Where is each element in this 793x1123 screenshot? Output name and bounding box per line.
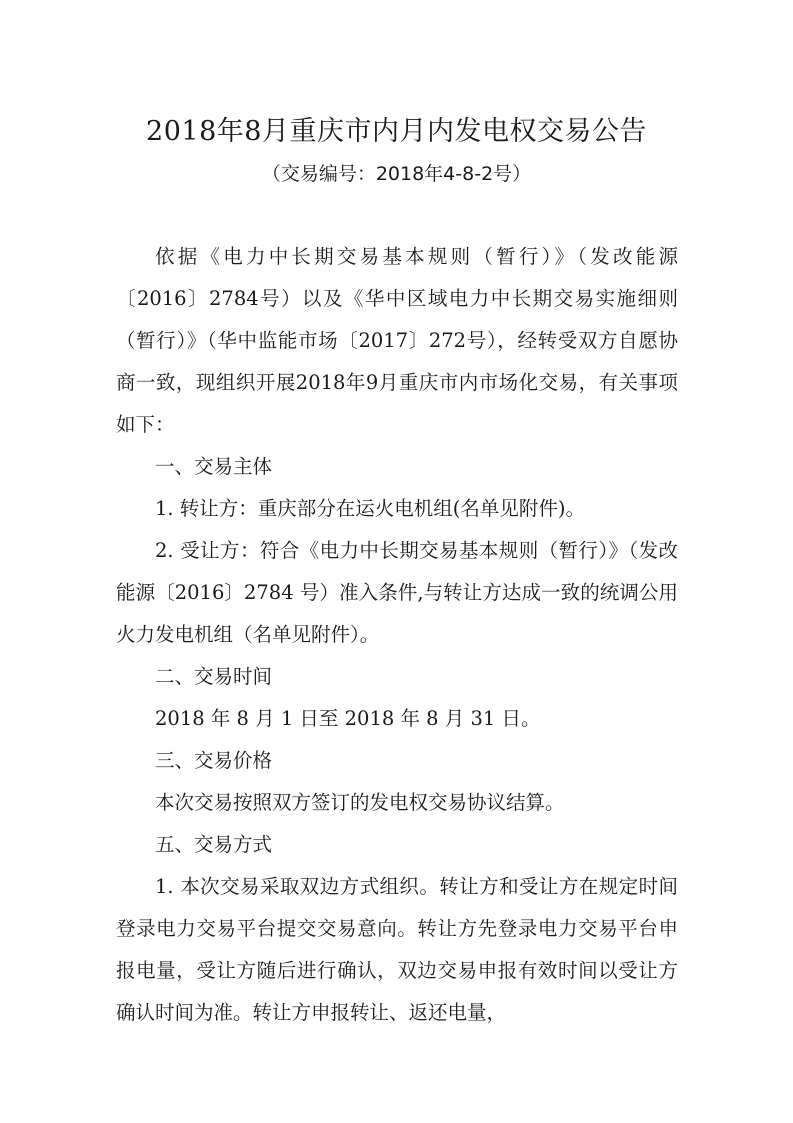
section-heading-trading-method: 五、交易方式 [155,833,273,856]
document-body [116,236,678,1034]
paragraph-transferor: 1. 转让方：重庆部分在运火电机组(名单见附件)。 [155,497,586,520]
document-title: 2018年8月重庆市内月内发电权交易公告 [146,116,647,147]
paragraph-trading-method: 1. 本次交易采取双边方式组织。转让方和受让方在规定时间登录电力交易平台提交交易意向。转让方先登录电力交易平台申报电量，受让方随后进行确认，双边交易申报有效时间以受让方确认时间为准。转让方申报转让、返还电量， [116,875,678,1024]
section-heading-trading-parties: 一、交易主体 [155,455,273,478]
section-heading-trading-price: 三、交易价格 [155,749,273,772]
paragraph-transferee: 2. 受让方：符合《电力中长期交易基本规则（暂行）》（发改能源〔2016〕2784 号）准入条件,与转让方达成一致的统调公用火力发电机组（名单见附件）。 [116,539,678,646]
document-subtitle: （交易编号：2018年4-8-2号） [261,163,532,185]
paragraph-price-settlement: 本次交易按照双方签订的发电权交易协议结算。 [155,791,565,814]
section-heading-trading-time: 二、交易时间 [155,665,273,688]
paragraph-basis: 依据《电力中长期交易基本规则（暂行）》（发改能源〔2016〕2784号）以及《华中区域电力中长期交易实施细则（暂行）》（华中监能市场〔2017〕272号），经转受双方自愿协商一致，现组织开展2018年9月重庆市内市场化交易，有关事项如下： [116,245,678,436]
paragraph-trading-period: 2018 年 8 月 1 日至 2018 年 8 月 31 日。 [155,707,541,730]
